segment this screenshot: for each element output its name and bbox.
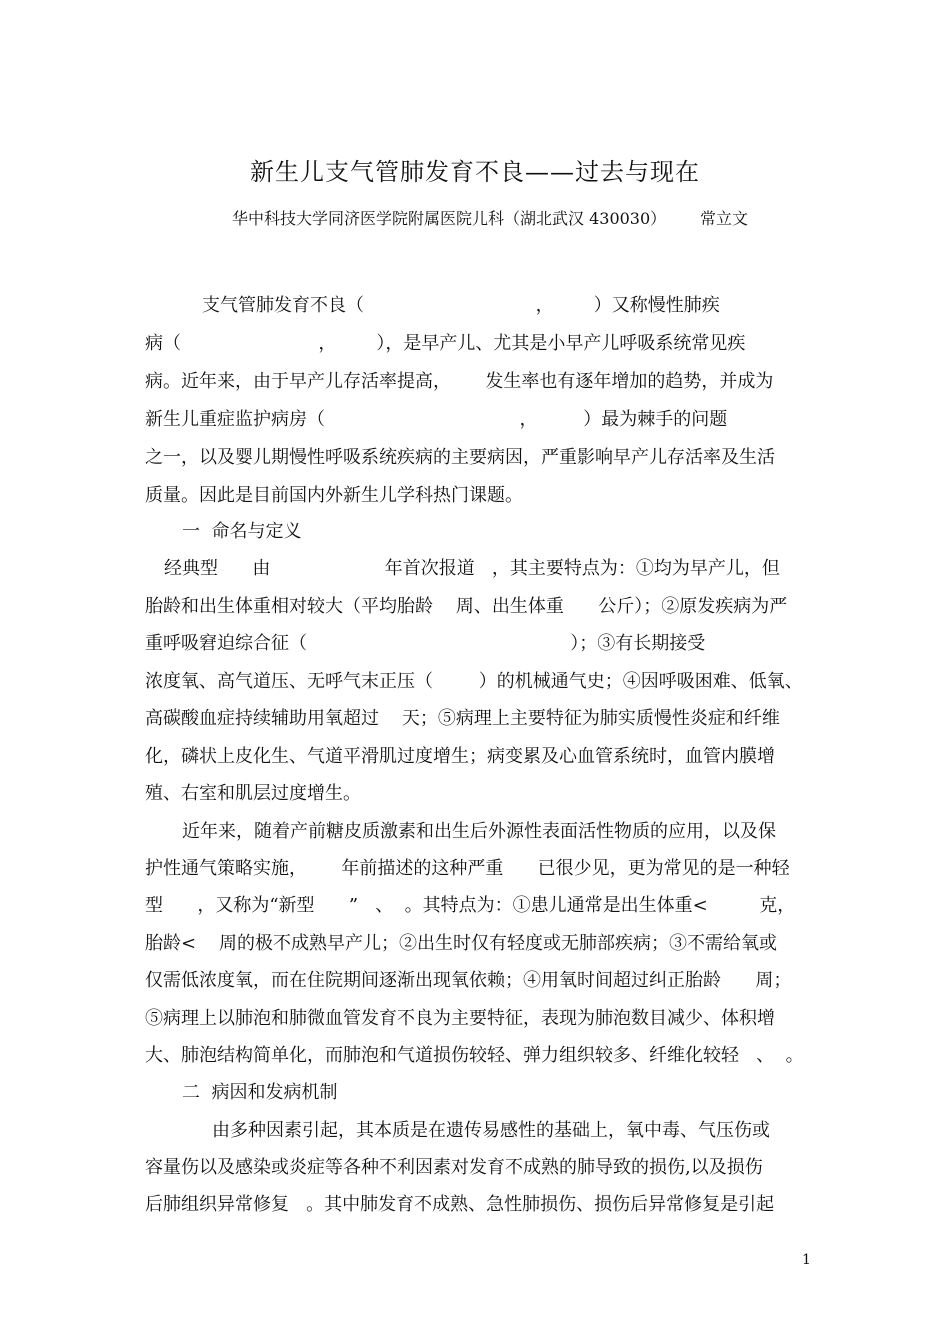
body-line: 病。近年来，由于早产儿存活率提高， 发生率也有逐年增加的趋势，并成为	[145, 371, 774, 392]
body-line: 经典型 由 年首次报道 ，其主要特点为：①均为早产儿，但	[164, 558, 780, 579]
body-line: 高碳酸血症持续辅助用氧超过 天；⑤病理上主要特征为肺实质慢性炎症和纤维	[145, 708, 780, 729]
body-line: 重呼吸窘迫综合征（ ）；③有长期接受	[145, 633, 706, 654]
body-line: 仅需低浓度氧，而在住院期间逐渐出现氧依赖；④用氧时间超过纠正胎龄 周；	[145, 970, 792, 991]
body-line: 胎龄< 周的极不成熟早产儿；②出生时仅有轻度或无肺部疾病；③不需给氧或	[145, 933, 777, 954]
body-line: 型 ，又称为“新型 ” 、 。其特点为：①患儿通常是出生体重< 克，	[145, 895, 796, 916]
body-line: 支气管肺发育不良（ ， ）又称慢性肺疾	[202, 295, 720, 316]
body-line: 由多种因素引起，其本质是在遗传易感性的基础上，氧中毒、气压伤或	[212, 1120, 770, 1141]
body-line: 近年来，随着产前糖皮质激素和出生后外源性表面活性物质的应用，以及保	[182, 821, 776, 842]
body-line: 大、肺泡结构简单化，而肺泡和气道损伤较轻、弹力组织较多、纤维化较轻 、 。	[145, 1045, 804, 1066]
body-line: 殖、右室和肌层过度增生。	[145, 783, 361, 804]
page-number: 1	[802, 1252, 811, 1268]
author-affiliation: 华中科技大学同济医学院附属医院儿科（湖北武汉 430030）	[232, 209, 667, 228]
body-line: 胎龄和出生体重相对较大（平均胎龄 周、出生体重 公斤）；②原发疾病为严	[145, 596, 788, 617]
body-line: 质量。因此是目前国内外新生儿学科热门课题。	[145, 485, 523, 506]
body-line: 容量伤以及感染或炎症等各种不利因素对发育不成熟的肺导致的损伤,以及损伤	[145, 1157, 763, 1178]
author-name: 常立文	[700, 209, 749, 228]
body-line: 新生儿重症监护病房（ ， ）最为棘手的问题	[145, 409, 728, 430]
body-line: 浓度氧、高气道压、无呼气末正压（ ）的机械通气史；④因呼吸困难、低氧、	[145, 671, 803, 692]
body-line: 后肺组织异常修复 。其中肺发育不成熟、急性肺损伤、损伤后异常修复是引起	[145, 1194, 775, 1215]
body-line: 之一，以及婴儿期慢性呼吸系统疾病的主要病因，严重影响早产儿存活率及生活	[145, 447, 775, 468]
section-heading: 二 病因和发病机制	[182, 1082, 338, 1103]
body-line: 护性通气策略实施， 年前描述的这种严重 已很少见，更为常见的是一种轻	[145, 858, 790, 879]
document-title: 新生儿支气管肺发育不良——过去与现在	[250, 158, 700, 186]
body-line: ⑤病理上以肺泡和肺微血管发育不良为主要特征，表现为肺泡数目减少、体积增	[145, 1008, 775, 1029]
body-line: 化，磷状上皮化生、气道平滑肌过度增生；病变累及心血管系统时，血管内膜增	[145, 746, 775, 767]
body-line: 病（ ， ），是早产儿、尤其是小早产儿呼吸系统常见疾	[145, 333, 746, 354]
section-heading: 一 命名与定义	[182, 521, 302, 542]
